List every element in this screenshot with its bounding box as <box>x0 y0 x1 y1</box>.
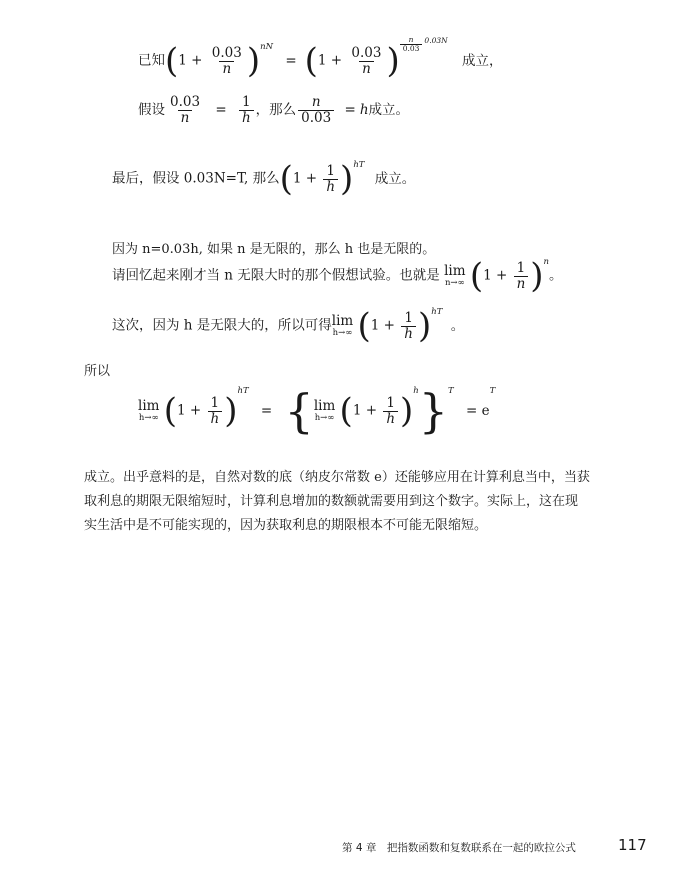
line-5: 请回忆起来刚才当 n 无限大时的那个假想试验。也就是 lim n→∞ (1 + $\frac{1}{n}$ )$^n$。 <box>112 256 563 296</box>
paragraph-line-2: 取利息的期限无限缩短时，计算利息增加的数额就需要用到这个数字。实际上，这在现 <box>84 494 579 509</box>
eq2-suffix: 成立。 <box>368 102 410 118</box>
paragraph-line-3: 实生活中是不可能实现的，因为获取利息的期限根本不可能无限缩短。 <box>84 518 488 533</box>
paragraph-line-1: 成立。出乎意料的是，自然对数的底（纳皮尔常数 e）还能够应用在计算利息当中，当获 <box>84 470 590 485</box>
eq1-fraction: $\frac{0.03}{n}$ <box>211 44 242 77</box>
eq1-exponent: nN <box>260 42 274 52</box>
line6-text: 这次，因为 h 是无限大的，所以可得 <box>112 317 332 334</box>
line5-text: 请回忆起来刚才当 n 无限大时的那个假想试验。也就是 <box>112 267 440 284</box>
equation-2: 假设 $\frac{0.03}{n}$ = $\frac{1}{h}$ ，那么 $\frac{n}{0.03}$ = h成立。 <box>138 94 410 126</box>
line-7: 所以 <box>84 364 111 379</box>
eq1-exponent-2: $\frac{n}{0.03}$ 0.03N <box>400 36 448 53</box>
line-6: 这次，因为 h 是无限大的，所以可得 lim h→∞ (1 + $\frac{1}{h}$ )$^{hT}$ 。 <box>112 306 465 346</box>
line-3: 最后，假设 0.03N=T, 那么(1 + $\frac{1}{h}$ )$^{hT}$ 成立。 <box>112 159 416 199</box>
eq1-fraction-2: $\frac{0.03}{n}$ <box>351 44 382 77</box>
equation-1: 已知(1 + $\frac{0.03}{n}$ )$^{nN}$ = (1 + $\frac{0.03}{n}$ ) $\frac{n}{0.03}$ 0.03N 成立， <box>138 35 503 81</box>
final-limit-2: lim h→∞ <box>313 398 336 423</box>
line5-limit: lim n→∞ <box>444 263 466 288</box>
eq1-prefix: 已知 <box>138 52 165 69</box>
line-4: 因为 n=0.03h, 如果 n 是无限的，那么 h 也是无限的。 <box>112 242 436 257</box>
chapter-footer: 第 4 章 把指数函数和复数联系在一起的欧拉公式 <box>342 842 576 854</box>
final-equation: lim h→∞ (1 + $\frac{1}{h}$ )$^{hT}$ = { lim h→∞ (1 + $\frac{1}{h}$ )$^h\}^T = e^T$ <box>138 384 496 438</box>
body-paragraph <box>84 466 590 538</box>
line6-limit: lim h→∞ <box>331 313 354 338</box>
line3-text: 最后，假设 0.03N=T, 那么 <box>112 170 280 187</box>
page-number: 117 <box>618 836 647 854</box>
eq1-suffix: 成立， <box>461 52 503 69</box>
final-limit-1: lim h→∞ <box>138 398 160 423</box>
eq2-prefix: 假设 <box>138 102 165 118</box>
